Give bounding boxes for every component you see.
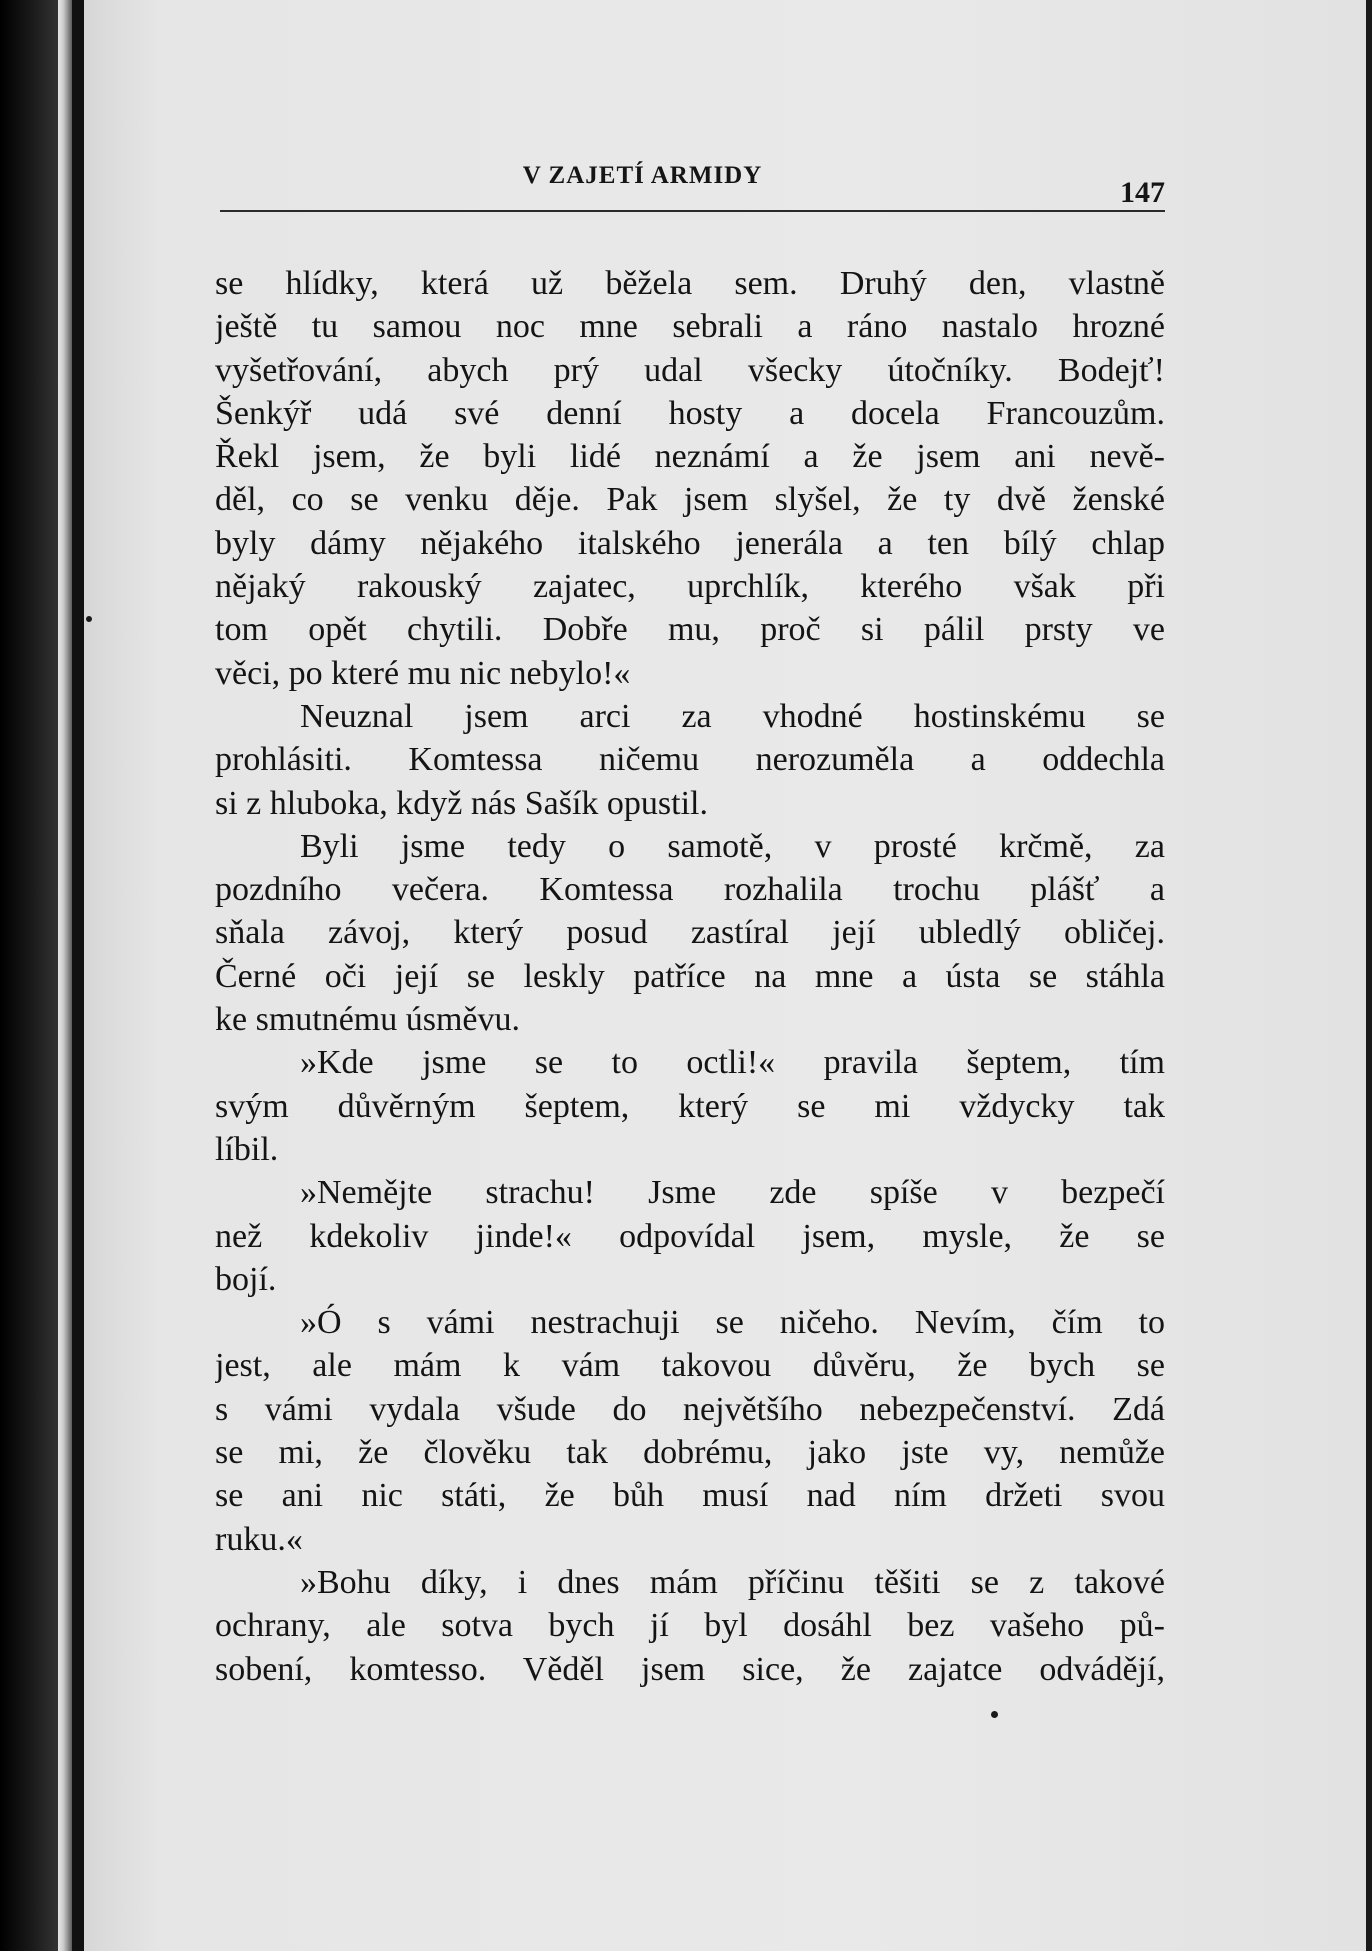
text-line: byly dámy nějakého italského jenerála a ten bílý chlap [215, 524, 1165, 562]
text-line: ruku.« [215, 1520, 303, 1558]
text-line: vyšetřování, abych prý udal všecky útočníky. Bodejť! [215, 351, 1165, 389]
text-line: Neuznal jsem arci za vhodné hostinskému se [300, 697, 1165, 735]
text-line: s vámi vydala všude do největšího nebezpečenství. Zdá [215, 1390, 1165, 1428]
text-line: Byli jsme tedy o samotě, v prosté krčmě, za [300, 827, 1165, 865]
page-header [220, 162, 1165, 212]
text-line: než kdekoliv jinde!« odpovídal jsem, mysle, že se [215, 1217, 1165, 1255]
text-line: jest, ale mám k vám takovou důvěru, že bych se [215, 1347, 1165, 1385]
text-line: líbil. [215, 1130, 279, 1168]
ink-speck [991, 1711, 998, 1718]
text-line: ke smutnému úsměvu. [215, 1001, 521, 1039]
text-line: Černé oči její se leskly patříce na mne a ústa se stáhla [215, 957, 1165, 995]
text-line: prohlásiti. Komtessa ničemu nerozuměla a oddechla [215, 741, 1165, 779]
text-line: děl, co se venku děje. Pak jsem slyšel, že ty dvě ženské [215, 481, 1165, 519]
text-line: se hlídky, která už běžela sem. Druhý den, vlastně [215, 265, 1165, 302]
text-line: »Ó s vámi nestrachuji se ničeho. Nevím, čím to [300, 1304, 1165, 1342]
text-line: pozdního večera. Komtessa rozhalila trochu plášť a [215, 871, 1165, 909]
text-line: bojí. [215, 1260, 277, 1298]
text-line: »Kde jsme se to octli!« pravila šeptem, tím [300, 1044, 1165, 1082]
text-line: Řekl jsem, že byli lidé neznámí a že jsem ani nevě- [215, 438, 1165, 476]
text-line: věci, po které mu nic nebylo!« [215, 654, 631, 692]
text-line: si z hluboka, když nás Sašík opustil. [215, 784, 708, 822]
text-line: se ani nic státi, že bůh musí nad ním držeti svou [215, 1477, 1165, 1515]
text-line: nějaký rakouský zajatec, uprchlík, kterého však při [215, 568, 1165, 606]
ink-speck [86, 616, 92, 622]
text-line: »Nemějte strachu! Jsme zde spíše v bezpečí [300, 1174, 1165, 1212]
page-number: 147 [1120, 176, 1165, 209]
text-line: svým důvěrným šeptem, který se mi vždycky tak [215, 1087, 1165, 1125]
book-spine-shadow [0, 0, 58, 1951]
header-rule [220, 210, 1165, 212]
page-right-edge [1366, 0, 1372, 1951]
text-line: se mi, že člověku tak dobrému, jako jste vy, nemůže [215, 1434, 1165, 1472]
text-line: tom opět chytili. Dobře mu, proč si pálil prsty ve [215, 611, 1165, 649]
text-line: »Bohu díky, i dnes mám příčinu těšiti se z takové [300, 1563, 1165, 1601]
body-text [215, 262, 1165, 1691]
text-line: sobení, komtesso. Věděl jsem sice, že zajatce odvádějí, [215, 1650, 1165, 1688]
text-line: Šenkýř udá své denní hosty a docela Francouzům. [215, 394, 1165, 432]
text-line: sňala závoj, který posud zastíral její ubledlý obličej. [215, 914, 1165, 952]
running-title: V ZAJETÍ ARMIDY [522, 162, 763, 189]
book-gutter [58, 0, 72, 1951]
text-line: ještě tu samou noc mne sebrali a ráno nastalo hrozné [215, 308, 1165, 346]
text-line: ochrany, ale sotva bych jí byl dosáhl bez vašeho pů- [215, 1607, 1165, 1645]
